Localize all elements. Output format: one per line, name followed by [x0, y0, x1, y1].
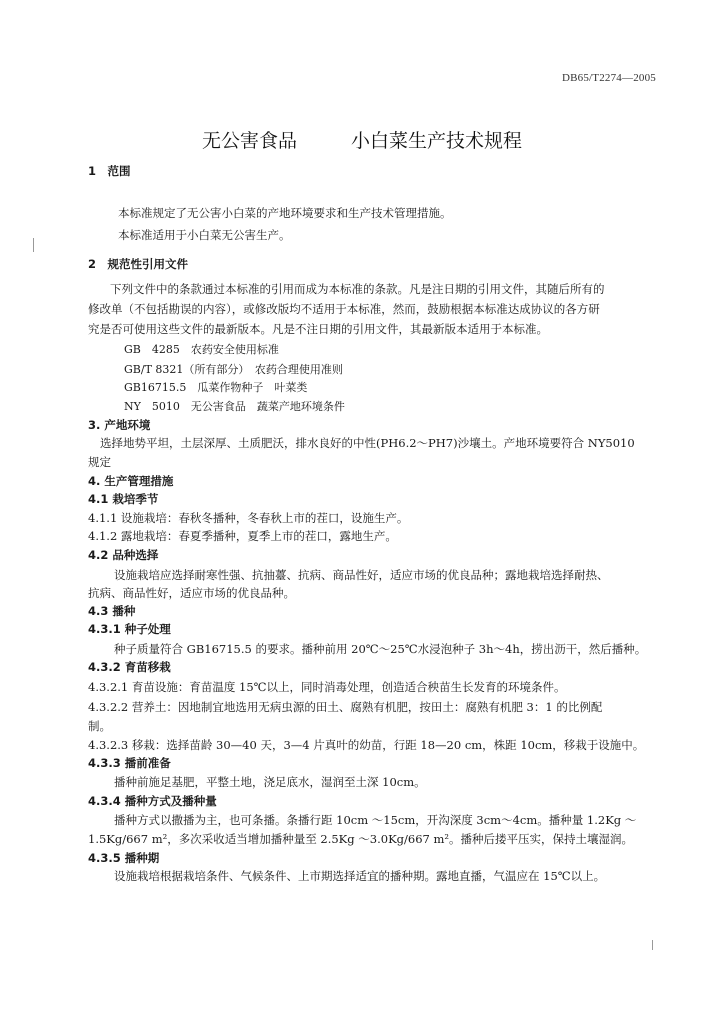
scan-mark [33, 238, 34, 252]
section-2-para-2: 修改单（不包括勘误的内容），或修改版均不适用于本标准，然而，鼓励根据本标准达成协议的各方研 [88, 302, 600, 316]
clause-4-3-2-1: 4.3.2.1 育苗设施：育苗温度 15℃以上，同时消毒处理，创造适合秧苗生长发育的环境条件。 [88, 680, 566, 694]
reference-item: GB16715.5 瓜菜作物种子 叶菜类 [124, 381, 308, 394]
subsection-4-3-heading: 4.3 播种 [88, 604, 136, 618]
section-1-heading: 1 范围 [88, 164, 131, 178]
clause-4-1-1: 4.1.1 设施栽培：春秋冬播种，冬春秋上市的茬口，设施生产。 [88, 511, 409, 525]
subsection-4-3-1-heading: 4.3.1 种子处理 [88, 622, 171, 636]
section-3-para-1: 选择地势平坦，土层深厚、土质肥沃，排水良好的中性(PH6.2～PH7)沙壤土。产地环境要符合 NY5010 [100, 436, 635, 450]
title-left: 无公害食品 [201, 130, 297, 152]
title-right: 小白菜生产技术规程 [351, 130, 523, 152]
scan-mark [652, 940, 653, 950]
section-2-heading: 2 规范性引用文件 [88, 257, 189, 271]
section-2-para-3: 究是否可使用这些文件的最新版本。凡是不注日期的引用文件，其最新版本适用于本标准。 [88, 322, 548, 336]
subsection-4-2-heading: 4.2 品种选择 [88, 548, 159, 562]
section-2-para-1: 下列文件中的条款通过本标准的引用而成为本标准的条款。凡是注日期的引用文件，其随后所有的 [110, 282, 605, 296]
subsection-4-1-heading: 4.1 栽培季节 [88, 492, 159, 506]
document-id: DB65/T2274—2005 [561, 72, 656, 84]
reference-item: GB 4285 农药安全使用标准 [124, 343, 279, 356]
clause-4-3-2-2-cont: 制。 [88, 719, 111, 733]
clause-4-3-3-para: 播种前施足基肥，平整土地，浇足底水，湿润至土深 10cm。 [114, 775, 426, 789]
section-1-para-1: 本标准规定了无公害小白菜的产地环境要求和生产技术管理措施。 [118, 206, 452, 220]
subsection-4-3-2-heading: 4.3.2 育苗移栽 [88, 660, 171, 674]
clause-4-2-para-1: 设施栽培应选择耐寒性强、抗抽薹、抗病、商品性好，适应市场的优良品种；露地栽培选择耐热、 [114, 568, 609, 582]
subsection-4-3-3-heading: 4.3.3 播前准备 [88, 756, 171, 770]
subsection-4-3-4-heading: 4.3.4 播种方式及播种量 [88, 794, 217, 808]
reference-item: NY 5010 无公害食品 蔬菜产地环境条件 [124, 400, 345, 413]
clause-4-3-1-para: 种子质量符合 GB16715.5 的要求。播种前用 20℃～25℃水浸泡种子 3h～4h，捞出沥干，然后播种。 [114, 642, 647, 656]
clause-4-3-2-3: 4.3.2.3 移栽：选择苗龄 30—40 天，3—4 片真叶的幼苗，行距 18—20 cm，株距 10cm，移栽于设施中。 [88, 738, 645, 752]
section-1-para-2: 本标准适用于小白菜无公害生产。 [118, 228, 291, 242]
section-4-heading: 4. 生产管理措施 [88, 474, 174, 488]
clause-4-2-para-2: 抗病、商品性好，适应市场的优良品种。 [88, 586, 295, 600]
reference-item: GB/T 8321（所有部分） 农药合理使用准则 [124, 363, 343, 376]
clause-4-1-2: 4.1.2 露地栽培：春夏季播种，夏季上市的茬口，露地生产。 [88, 529, 397, 543]
clause-4-3-4-para-1: 播种方式以撒播为主，也可条播。条播行距 10cm ～15cm，开沟深度 3cm～4cm。播种量 1.2Kg ～ [114, 813, 637, 827]
page-title [0, 126, 724, 153]
section-3-heading: 3. 产地环境 [88, 418, 151, 432]
clause-4-3-4-para-2: 1.5Kg/667 m²，多次采收适当增加播种量至 2.5Kg ～3.0Kg/667 m²。播种后搂平压实，保持土壤湿润。 [88, 832, 634, 846]
subsection-4-3-5-heading: 4.3.5 播种期 [88, 851, 160, 865]
section-3-para-2: 规定 [88, 455, 111, 469]
clause-4-3-5-para: 设施栽培根据栽培条件、气候条件、上市期选择适宜的播种期。露地直播，气温应在 15℃以上。 [114, 869, 606, 883]
clause-4-3-2-2: 4.3.2.2 营养土：因地制宜地选用无病虫源的田土、腐熟有机肥，按田土：腐熟有机肥 3：1 的比例配 [88, 700, 603, 714]
